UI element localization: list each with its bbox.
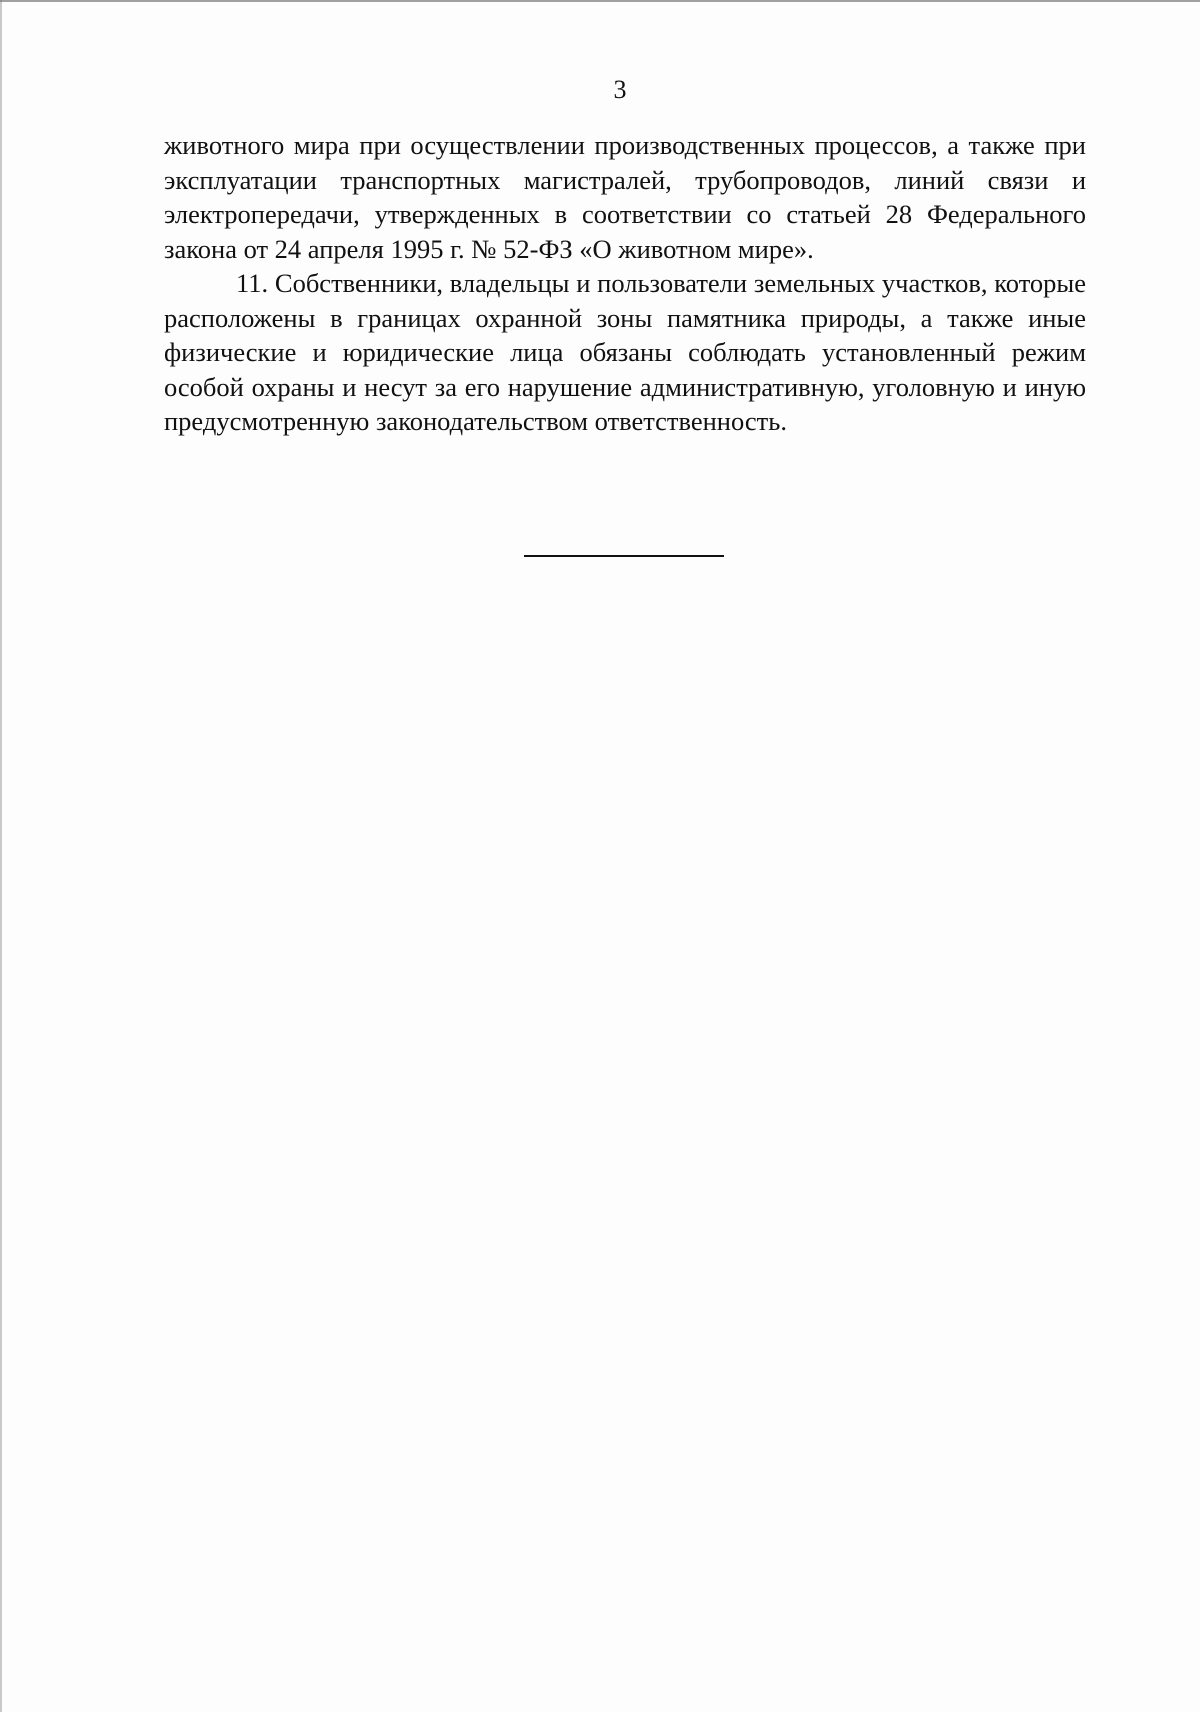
body-text [164,128,1086,439]
scan-edge-left [0,0,2,1712]
scan-edge-top [0,0,1200,2]
page-number: 3 [613,75,627,104]
paragraph-item-11: 11. Собственники, владельцы и пользователи земельных участков, которые расположены в границах охранной зоны памятника природы, а также иные физические и юридические лица обязаны соблюдать установленный режим особой охраны и несут за его нарушение административную, уголовную и иную предусмотренную законодательством ответственность. [164,268,1086,436]
paragraph-continuation: животного мира при осуществлении производственных процессов, а также при эксплуатации транспортных магистралей, трубопроводов, линий связи и электропередачи, утвержденных в соответствии со статьей 28 Федерального закона от 24 апреля 1995 г. № 52-ФЗ «О животном мире». [164,130,1086,264]
end-separator-line [524,555,724,557]
